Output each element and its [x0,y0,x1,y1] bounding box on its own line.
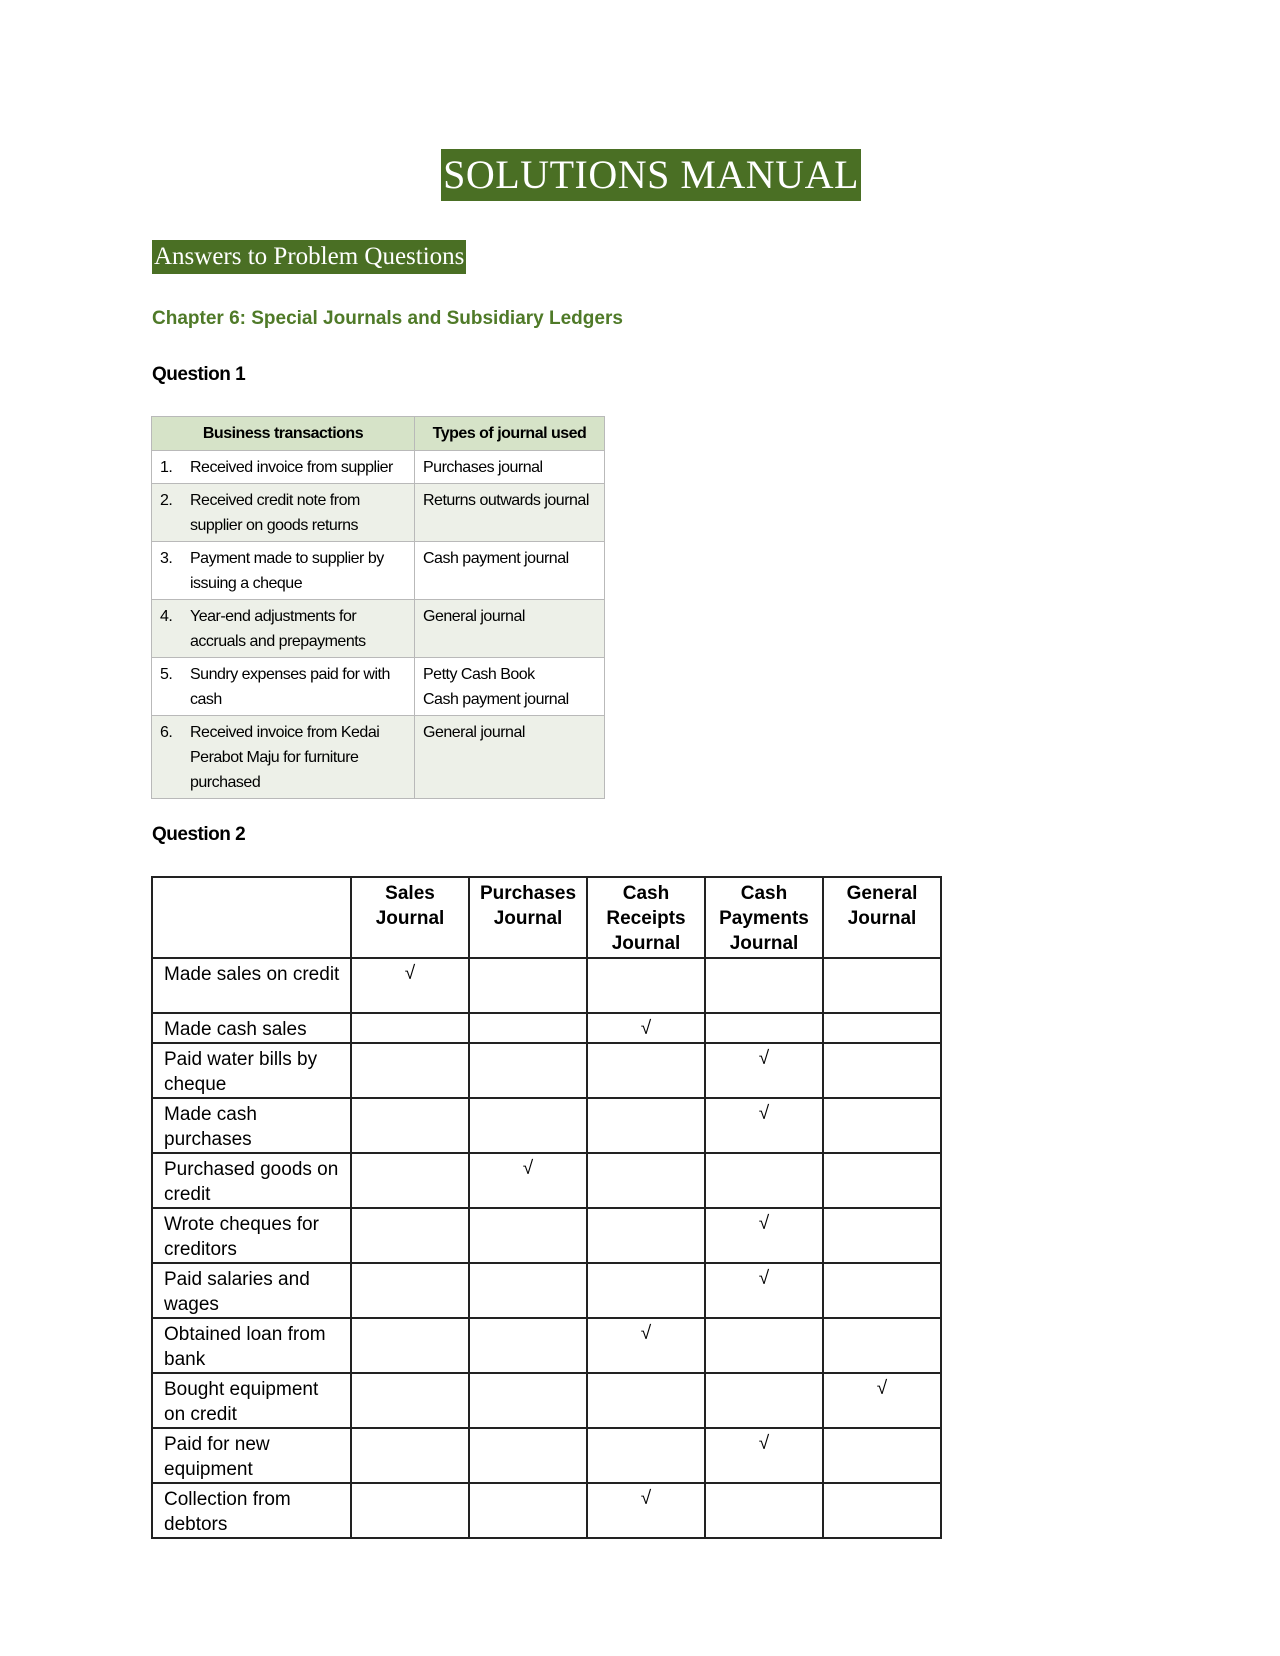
check-mark [351,1013,469,1043]
chapter-heading: Chapter 6: Special Journals and Subsidiary Ledgers [152,308,623,329]
table-row [152,542,605,600]
section-subtitle: Answers to Problem Questions [152,240,466,274]
check-mark [351,1263,469,1318]
journal-line: Cash payment journal [423,691,569,708]
journal-cell [415,658,605,716]
transaction-text: Year-end adjustments for accruals and prepayments [190,608,366,650]
table-row [152,1428,941,1483]
transaction-text: Sundry expenses paid for with cash [190,666,390,708]
table-row [152,1318,941,1373]
question-2-table [151,876,942,1539]
table-row [152,716,605,799]
check-mark [469,1318,587,1373]
table-row [152,1013,941,1043]
transaction-label: Bought equipment on credit [152,1373,351,1428]
check-mark [587,1428,705,1483]
transaction-label: Made sales on credit [152,958,351,1013]
transaction-label: Made cash purchases [152,1098,351,1153]
transaction-cell [152,600,415,658]
check-mark [705,1153,823,1208]
table-row [152,451,605,484]
check-mark: √ [705,1208,823,1263]
check-mark [823,1153,941,1208]
question-2-label: Question 2 [152,824,246,845]
title-wrapper [0,149,1280,201]
transaction-label: Obtained loan from bank [152,1318,351,1373]
transaction-label: Made cash sales [152,1013,351,1043]
check-mark [705,1013,823,1043]
table-row [152,658,605,716]
check-mark [705,1373,823,1428]
transaction-cell [152,451,415,484]
check-mark [351,1483,469,1538]
check-mark [469,1263,587,1318]
journal-cell: Cash payment journal [415,542,605,600]
table-row [152,1263,941,1318]
check-mark [469,1208,587,1263]
check-mark [351,1098,469,1153]
check-mark [469,1428,587,1483]
check-mark [587,1153,705,1208]
transaction-text: Received credit note from supplier on goods returns [190,492,360,534]
check-mark [587,1098,705,1153]
header-sales-journal: Sales Journal [351,877,469,958]
check-mark: √ [705,1263,823,1318]
check-mark [823,1098,941,1153]
check-mark [587,1373,705,1428]
header-purchases-journal: Purchases Journal [469,877,587,958]
check-mark [587,958,705,1013]
journal-cell: Returns outwards journal [415,484,605,542]
journal-cell: General journal [415,716,605,799]
row-number: 4. [160,608,173,625]
table-row [152,1043,941,1098]
check-mark [351,1043,469,1098]
question-1-table [151,416,605,799]
journal-cell: General journal [415,600,605,658]
check-mark [823,1043,941,1098]
header-blank [152,877,351,958]
transaction-label: Wrote cheques for creditors [152,1208,351,1263]
check-mark [469,1013,587,1043]
check-mark [705,1318,823,1373]
table-header-row [152,877,941,958]
check-mark [469,1043,587,1098]
check-mark: √ [469,1153,587,1208]
page-title: SOLUTIONS MANUAL [441,149,861,201]
transaction-label: Paid for new equipment [152,1428,351,1483]
check-mark [823,958,941,1013]
row-number: 6. [160,724,173,741]
transaction-label: Purchased goods on credit [152,1153,351,1208]
transaction-text: Received invoice from Kedai Perabot Maju for furniture purchased [190,724,380,791]
table-row [152,600,605,658]
table-row [152,1153,941,1208]
transaction-label: Paid salaries and wages [152,1263,351,1318]
transaction-cell [152,542,415,600]
check-mark [587,1263,705,1318]
check-mark [705,958,823,1013]
table-row [152,958,941,1013]
transaction-cell [152,484,415,542]
transaction-label: Collection from debtors [152,1483,351,1538]
header-business-transactions: Business transactions [152,417,415,451]
transaction-cell [152,716,415,799]
check-mark [351,1318,469,1373]
check-mark: √ [351,958,469,1013]
check-mark [469,1483,587,1538]
check-mark [823,1263,941,1318]
check-mark: √ [705,1043,823,1098]
check-mark [823,1483,941,1538]
check-mark [351,1373,469,1428]
table-row [152,1373,941,1428]
check-mark [351,1428,469,1483]
question-1-label: Question 1 [152,364,246,385]
journal-line: Petty Cash Book [423,666,535,683]
check-mark [823,1208,941,1263]
check-mark: √ [823,1373,941,1428]
check-mark: √ [587,1483,705,1538]
table-row [152,1483,941,1538]
check-mark [705,1483,823,1538]
table-row [152,1208,941,1263]
row-number: 3. [160,550,173,567]
journal-cell: Purchases journal [415,451,605,484]
header-journal-type: Types of journal used [415,417,605,451]
header-cash-receipts-journal: Cash Receipts Journal [587,877,705,958]
row-number: 1. [160,459,173,476]
check-mark [823,1318,941,1373]
check-mark: √ [587,1013,705,1043]
transaction-text: Payment made to supplier by issuing a cheque [190,550,384,592]
table-row [152,484,605,542]
row-number: 2. [160,492,173,509]
check-mark [469,1373,587,1428]
table-header-row [152,417,605,451]
transaction-cell [152,658,415,716]
header-general-journal: General Journal [823,877,941,958]
check-mark: √ [705,1428,823,1483]
check-mark: √ [705,1098,823,1153]
header-cash-payments-journal: Cash Payments Journal [705,877,823,958]
table-row [152,1098,941,1153]
check-mark [823,1428,941,1483]
transaction-label: Paid water bills by cheque [152,1043,351,1098]
check-mark: √ [587,1318,705,1373]
check-mark [469,958,587,1013]
transaction-text: Received invoice from supplier [190,459,393,476]
row-number: 5. [160,666,173,683]
check-mark [351,1153,469,1208]
check-mark [587,1043,705,1098]
check-mark [823,1013,941,1043]
check-mark [587,1208,705,1263]
check-mark [469,1098,587,1153]
check-mark [351,1208,469,1263]
